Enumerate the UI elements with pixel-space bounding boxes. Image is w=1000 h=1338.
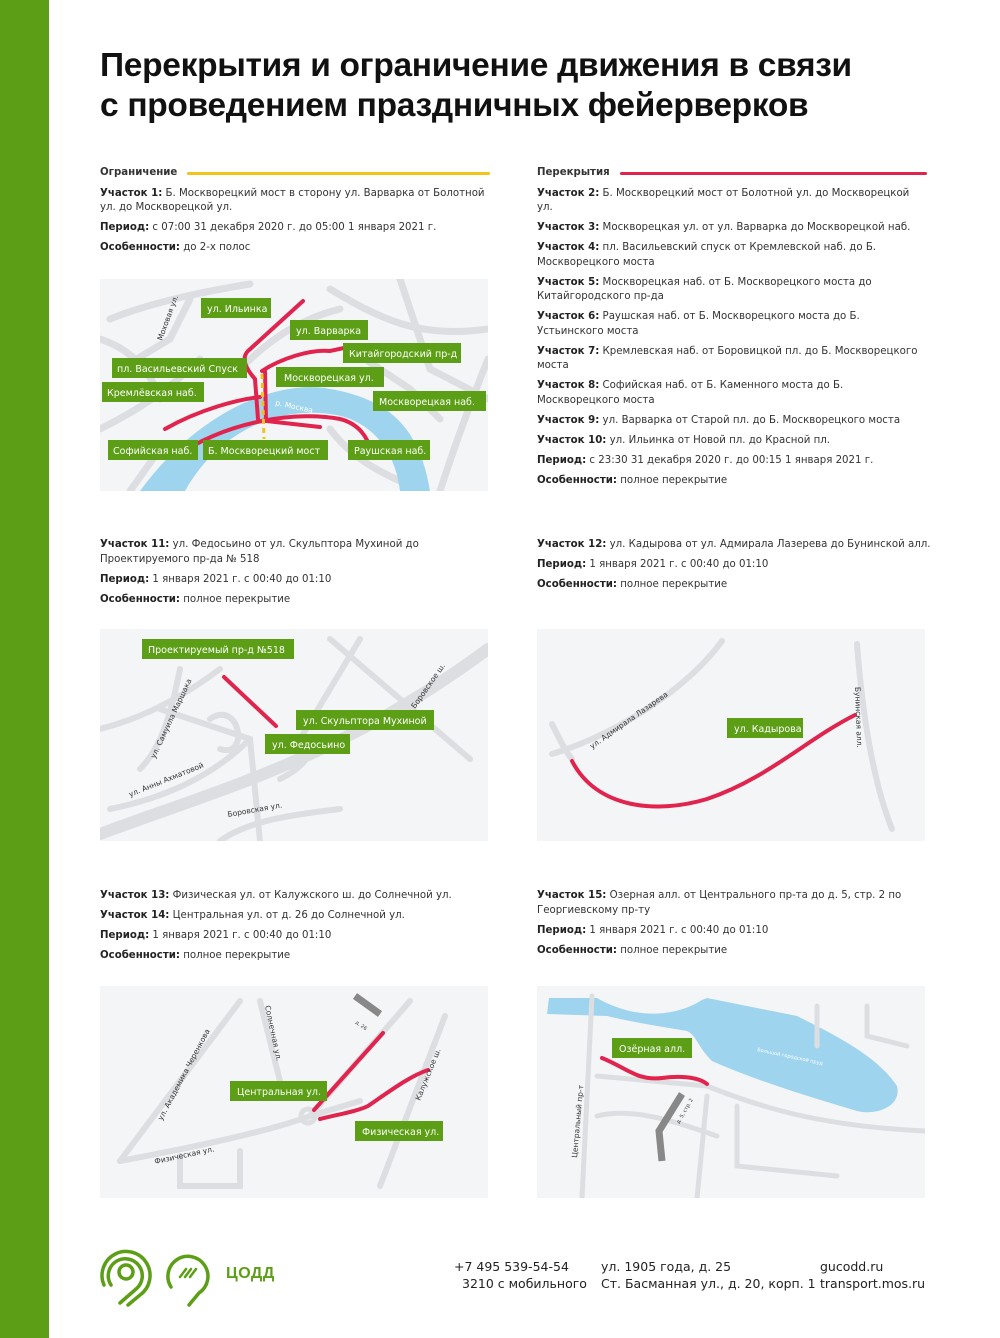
address-1: ул. 1905 года, д. 25	[601, 1259, 732, 1274]
info-text: ул. Кадырова от ул. Адмирала Лазерева до Бунинской алл.	[609, 539, 931, 550]
info-text: 1 января 2021 г. с 00:40 до 01:10	[152, 930, 332, 941]
map-callout-label: Озёрная алл.	[619, 1044, 686, 1055]
map-callout-label: Москворецкая ул.	[284, 373, 374, 384]
map-kadyrova	[537, 629, 925, 841]
info-line	[537, 924, 937, 939]
info-label: Участок 9:	[537, 414, 600, 426]
map-callout-label: Раушская наб.	[354, 446, 427, 457]
info-text: ул. Варварка от Старой пл. до Б. Москворецкого моста	[602, 414, 901, 426]
info-label: Участок 11:	[100, 539, 170, 550]
info-label: Особенности:	[100, 950, 180, 961]
info-text: полное перекрытие	[620, 474, 728, 486]
info-text: Кремлевская наб. от Боровицкой пл. до Б. Москворецкого моста	[537, 345, 918, 371]
info-line	[537, 276, 927, 305]
contact-addresses	[601, 1258, 816, 1292]
map-street-label: Центральный пр-т	[570, 1084, 586, 1159]
closures-section	[537, 166, 927, 494]
info-line	[537, 345, 927, 374]
map-street-label: Боровская ул.	[226, 800, 283, 819]
info-text: Москворецкая наб. от Б. Москворецкого моста до Китайгородского пр-да	[537, 276, 872, 302]
map-street-label: ул. Самуила Маршака	[148, 677, 194, 760]
info-line	[100, 538, 500, 567]
map-street-label: Большой городской пруд	[756, 1047, 824, 1067]
info-label: Участок 3:	[537, 222, 600, 233]
page-title: Перекрытия и ограничение движения в связи с проведением праздничных фейерверков	[100, 47, 852, 124]
info-text: 1 января 2021 г. с 00:40 до 01:10	[589, 559, 769, 570]
green-sidebar	[0, 0, 49, 1338]
map-callout-label: Софийская наб.	[113, 446, 193, 457]
info-text: Б. Москворецкий мост от Болотной ул. до Москворецкой ул.	[537, 187, 910, 213]
info-line	[537, 944, 937, 959]
map-street-label: Физическая ул.	[153, 1144, 216, 1166]
codd-logo	[96, 1245, 221, 1311]
info-line	[537, 578, 937, 593]
map-street-label: ул. Адмирала Лазарева	[587, 689, 670, 751]
info-text: Софийская наб. от Б. Каменного моста до Б. Москворецкого моста	[537, 380, 844, 406]
info-text: Центральная ул. от д. 26 до Солнечной ул.	[172, 910, 405, 921]
restriction-section	[100, 166, 490, 261]
map-callout-label: ул. Кадырова	[734, 724, 802, 735]
section-15	[537, 889, 937, 964]
map-callout-label: Б. Москворецкий мост	[208, 446, 321, 457]
map-street-label: Бунинская алл.	[853, 686, 865, 749]
map-street-label: Солнечная ул.	[263, 1004, 284, 1062]
map-callout-label: Москворецкая наб.	[379, 397, 475, 408]
info-text: ул. Ильинка от Новой пл. до Красной пл.	[609, 434, 830, 446]
map-callout-label: ул. Ильинка	[207, 304, 268, 315]
info-label: Участок 6:	[537, 311, 600, 322]
info-line	[537, 414, 927, 429]
info-label: Участок 12:	[537, 539, 607, 550]
info-line	[537, 889, 937, 918]
info-line	[100, 573, 500, 588]
info-label: Период:	[100, 222, 150, 233]
info-text: полное перекрытие	[183, 950, 291, 961]
map-callout-label: Физическая ул.	[362, 1127, 440, 1138]
map-callout-label: Проектируемый пр-д №518	[148, 645, 285, 656]
info-line	[100, 221, 490, 236]
info-text: Б. Москворецкий мост в сторону ул. Варварка от Болотной ул. до Москворецкой ул.	[100, 187, 485, 213]
info-line	[100, 241, 490, 256]
map-street-label: Калужское ш.	[413, 1047, 443, 1102]
info-label: Особенности:	[100, 242, 180, 253]
info-text: с 07:00 31 декабря 2020 г. до 05:00 1 января 2021 г.	[152, 222, 437, 233]
section-11	[100, 538, 500, 613]
map-callout-label: Центральная ул.	[237, 1087, 321, 1098]
info-label: Участок 14:	[100, 910, 170, 921]
info-label: Период:	[537, 454, 587, 466]
map-callout-label: ул. Федосьино	[272, 740, 346, 751]
map-fedosino	[100, 629, 488, 841]
restriction-heading: Ограничение	[100, 166, 490, 181]
map1-labels	[102, 298, 486, 460]
info-line	[100, 187, 490, 216]
info-line	[537, 221, 927, 236]
contact-sites	[820, 1258, 925, 1292]
info-text: полное перекрытие	[183, 593, 291, 605]
info-label: Участок 2:	[537, 187, 600, 199]
restriction-legend-line	[187, 172, 490, 175]
map-street-label: д. 26	[353, 1019, 368, 1033]
info-line	[537, 241, 927, 270]
info-label: Участок 13:	[100, 890, 170, 901]
info-text: пл. Васильевский спуск от Кремлевской наб. до Б. Москворецкого моста	[537, 242, 877, 268]
info-label: Период:	[100, 930, 150, 941]
info-label: Участок 1:	[100, 187, 163, 199]
map-street-label: Моховая ул.	[155, 293, 181, 342]
map-street-label: ул. Анны Ахматовой	[127, 760, 205, 799]
closures-heading: Перекрытия	[537, 166, 927, 181]
info-line	[537, 187, 927, 216]
info-label: Особенности:	[537, 579, 617, 590]
phone-mobile: 3210 с мобильного	[462, 1276, 587, 1291]
info-text: Раушская наб. от Б. Москворецкого моста до Б. Устьинского моста	[537, 311, 860, 337]
info-line	[100, 889, 500, 904]
info-text: Озерная алл. от Центрального пр-та до д. 5, стр. 2 по Георгиевскому пр-ту	[537, 890, 902, 916]
map-ozernaya	[537, 986, 925, 1198]
map-street-label: р. Москва	[274, 398, 314, 415]
map-fizicheskaya	[100, 986, 488, 1198]
info-text: полное перекрытие	[620, 944, 728, 956]
info-label: Участок 8:	[537, 380, 600, 391]
info-text: до 2-х полос	[183, 242, 251, 253]
info-line	[537, 538, 937, 553]
closures-legend-line	[620, 172, 927, 175]
info-line	[537, 310, 927, 339]
info-text: с 23:30 31 декабря 2020 г. до 00:15 1 января 2021 г.	[589, 454, 874, 466]
section-12	[537, 538, 937, 598]
info-label: Период:	[537, 924, 587, 936]
map-callout-label: ул. Скульптора Мухиной	[303, 716, 427, 727]
site-link-2[interactable]: transport.mos.ru	[820, 1276, 926, 1291]
info-label: Участок 4:	[537, 242, 600, 253]
map-callout-label: Кремлёвская наб.	[107, 388, 197, 399]
map-kremlin	[100, 279, 488, 491]
info-label: Участок 15:	[537, 890, 607, 901]
map-street-label: ул. Академика Черенкова	[155, 1027, 212, 1122]
map-street-label: д. 5, стр. 2	[675, 1097, 695, 1125]
info-text: Москворецкая ул. от ул. Варварка до Москворецкой наб.	[602, 222, 911, 233]
info-line	[537, 558, 937, 573]
info-line	[537, 434, 927, 449]
phone-number[interactable]: +7 495 539-54-54	[454, 1259, 569, 1274]
info-label: Особенности:	[537, 474, 617, 486]
address-2: Ст. Басманная ул., д. 20, корп. 1	[601, 1276, 816, 1291]
info-text: 1 января 2021 г. с 00:40 до 01:10	[589, 924, 769, 936]
map-callout-label: ул. Варварка	[296, 326, 362, 337]
info-line	[537, 379, 927, 408]
info-text: ул. Федосьино от ул. Скульптора Мухиной до Проектируемого пр-да № 518	[100, 539, 419, 565]
info-line	[537, 454, 927, 469]
map-street-label: Боровское ш.	[409, 661, 448, 711]
section-13-14	[100, 889, 500, 969]
info-label: Период:	[100, 573, 150, 585]
info-line	[100, 929, 500, 944]
site-link-1[interactable]: gucodd.ru	[820, 1259, 884, 1274]
info-label: Особенности:	[537, 944, 617, 956]
map-callout-label: Китайгородский пр-д	[349, 349, 458, 360]
info-label: Участок 7:	[537, 345, 600, 357]
info-line	[100, 593, 500, 608]
info-label: Участок 5:	[537, 276, 600, 288]
info-text: Физическая ул. от Калужского ш. до Солнечной ул.	[172, 890, 452, 901]
info-text: 1 января 2021 г. с 00:40 до 01:10	[152, 573, 332, 585]
info-label: Период:	[537, 559, 587, 570]
info-text: полное перекрытие	[620, 579, 728, 590]
info-line	[100, 909, 500, 924]
info-label: Особенности:	[100, 593, 180, 605]
map-callout-label: пл. Васильевский Спуск	[117, 364, 238, 375]
brand-name: ЦОДД	[226, 1265, 275, 1282]
info-label: Участок 10:	[537, 434, 607, 446]
contact-phone	[454, 1258, 587, 1292]
info-line	[100, 949, 500, 964]
info-line	[537, 474, 927, 489]
